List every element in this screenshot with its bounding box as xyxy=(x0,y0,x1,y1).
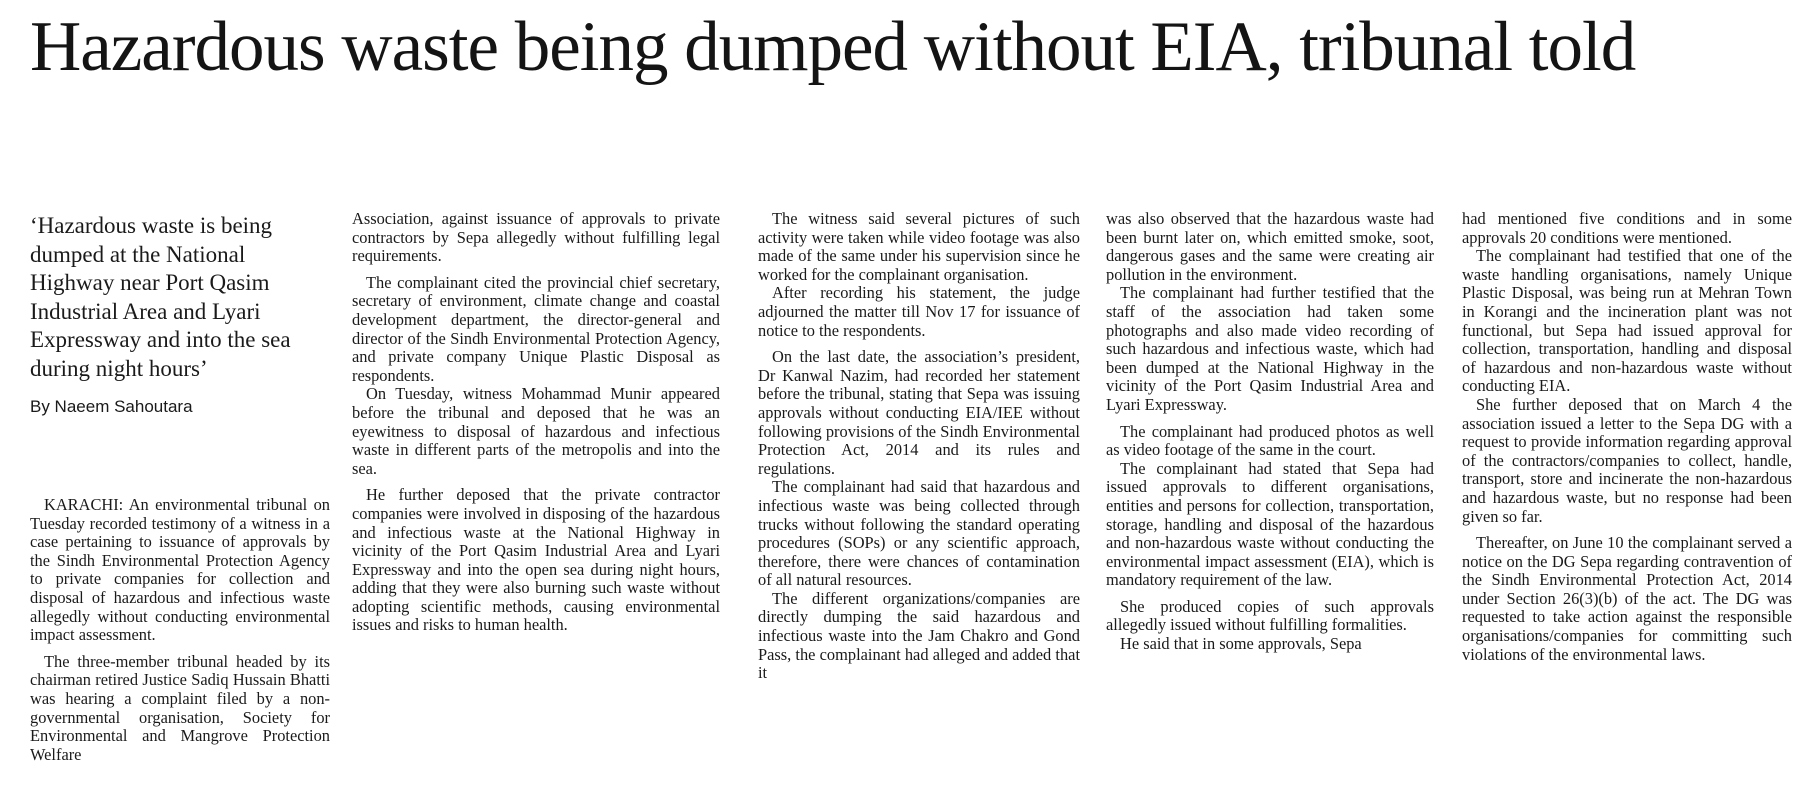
byline: By Naeem Sahoutara xyxy=(30,397,193,416)
article-paragraph: The complainant had further testified that the staff of the association had taken some photographs and also made video recording of such hazardous and infectious waste, which had been dumped at the National Highway in the vicinity of the Port Qasim Industrial Area and Lyari Expressway. xyxy=(1106,283,1434,414)
article-paragraph: The complainant had produced photos as well as video footage of the same in the court. xyxy=(1106,421,1434,460)
article-column-4 xyxy=(1106,210,1434,654)
article-paragraph: The complainant cited the provincial chief secretary, secretary of environment, climate change and coastal development department, the director-general and director of the Sindh Environmental Protection Agency, and private company Unique Plastic Disposal as respondents. xyxy=(352,272,720,385)
article-paragraph: The different organizations/companies are directly dumping the said hazardous and infectious waste into the Jam Chakro and Gond Pass, the complainant had alleged and added that it xyxy=(758,588,1080,683)
article-paragraph: Association, against issuance of approvals to private contractors by Sepa allegedly without fulfilling legal requirements. xyxy=(352,209,720,266)
article-column-1 xyxy=(30,496,330,764)
article-paragraph: The complainant had said that hazardous and infectious waste was being collected through trucks without following the standard operating procedures (SOPs) or any scientific approach, therefore, there were chances of contamination of all natural resources. xyxy=(758,477,1080,590)
article-column-3 xyxy=(758,210,1080,683)
article-paragraph: was also observed that the hazardous waste had been burnt later on, which emitted smoke, soot, dangerous gases and the same were creating air pollution in the environment. xyxy=(1106,209,1434,284)
article-paragraph: She produced copies of such approvals allegedly issued without fulfilling formalities. xyxy=(1106,596,1434,635)
article-paragraph: On the last date, the association’s president, Dr Kanwal Nazim, had recorded her statement before the tribunal, stating that Sepa was issuing approvals without conducting EIA/IEE without following provisions of the Sindh Environmental Protection Act, 2014 and its rules and regulations. xyxy=(758,347,1080,478)
article-paragraph: The complainant had stated that Sepa had issued approvals to different organisations, entities and persons for collection, transportation, storage, handling and disposal of the hazardous and non-hazardous waste without conducting the environmental impact assessment (EIA), which is mandatory requirement of the law. xyxy=(1106,458,1434,590)
article-column-2 xyxy=(352,210,720,635)
article-headline: Hazardous waste being dumped without EIA, tribunal told xyxy=(30,8,1636,86)
article-paragraph: He said that in some approvals, Sepa xyxy=(1120,634,1362,654)
article-paragraph: After recording his statement, the judge adjourned the matter till Nov 17 for issuance of notice to the respondents. xyxy=(758,283,1080,340)
article-paragraph: She further deposed that on March 4 the association issued a letter to the Sepa DG with a request to provide information regarding approval of the contractors/companies to collect, handle, transport, store and incinerate the non-hazardous and hazardous waste, but no response had been given so far. xyxy=(1462,394,1792,526)
article-paragraph: He further deposed that the private contractor companies were involved in disposing of the hazardous and infectious waste at the National Highway in vicinity of the Port Qasim Industrial Area and Lyari Expressway and into the open sea during night hours, adding that they were also burning such waste without adopting scientific methods, causing environmental issues and risks to human health. xyxy=(352,485,720,635)
pull-quote: ‘Hazardous waste is being dumped at the National Highway near Port Qasim Industrial Area and Lyari Expressway and into the sea during night hours’ xyxy=(30,213,291,381)
article-paragraph: The witness said several pictures of such activity were taken while video footage was also made of the same under his supervision since he worked for the complainant organisation. xyxy=(758,209,1080,284)
article-paragraph: Thereafter, on June 10 the complainant served a notice on the DG Sepa regarding contravention of the Sindh Environmental Protection Act, 2014 under Section 26(3)(b) of the act. The DG was requested to take action against the responsible organisations/companies for committing such violations of the environmental laws. xyxy=(1462,533,1792,664)
article-paragraph: On Tuesday, witness Mohammad Munir appeared before the tribunal and deposed that he was an eyewitness to disposal of hazardous and infectious waste in different parts of the metropolis and into the sea. xyxy=(352,384,720,478)
article-paragraph: The three-member tribunal headed by its chairman retired Justice Sadiq Hussain Bhatti was hearing a complaint filed by a non-governmental organisation, Society for Environmental and Mangrove Protection Welfare xyxy=(30,651,330,764)
article-paragraph: had mentioned five conditions and in some approvals 20 conditions were mentioned. xyxy=(1462,209,1792,247)
article-paragraph: KARACHI: An environmental tribunal on Tuesday recorded testimony of a witness in a case pertaining to issuance of approvals by the Sindh Environmental Protection Agency to private companies for collection and disposal of hazardous and infectious waste allegedly without conducting environmental impact assessment. xyxy=(30,495,330,645)
article-paragraph: The complainant had testified that one of the waste handling organisations, namely Unique Plastic Disposal, was being run at Mehran Town in Korangi and the incineration plant was not functional, but Sepa had issued approval for collection, transportation, handling and disposal of hazardous and non-hazardous waste without conducting EIA. xyxy=(1462,246,1792,396)
article-column-5 xyxy=(1462,210,1792,664)
